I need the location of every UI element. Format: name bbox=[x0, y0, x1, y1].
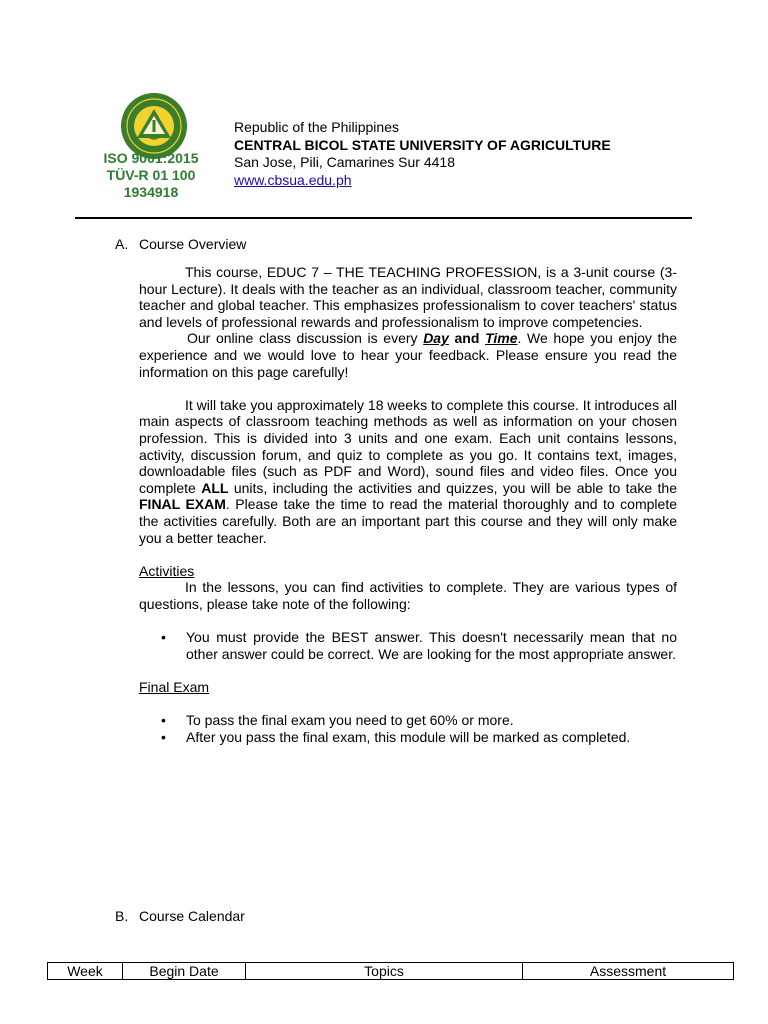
section-title: Course Calendar bbox=[139, 908, 245, 924]
day-placeholder: Day bbox=[423, 330, 449, 347]
column-header-week: Week bbox=[48, 963, 123, 980]
final-exam-list bbox=[139, 712, 677, 745]
header-divider bbox=[75, 217, 692, 219]
section-a-heading bbox=[115, 236, 247, 253]
list-item: • You must provide the BEST answer. This doesn't necessarily mean that no other answer could be correct. We are looking for the most appropriate answer. bbox=[139, 629, 677, 662]
time-placeholder: Time bbox=[485, 330, 518, 347]
university-name: CENTRAL BICOL STATE UNIVERSITY OF AGRICULTURE bbox=[234, 136, 611, 153]
duration-paragraph: It will take you approximately 18 weeks to complete this course. It introduces all main aspects of classroom teaching methods as well as information on your chosen profession. This is divided into 3 units and one exam. Each unit contains lessons, activity, discussion forum, and quiz to complete as you go. It contains text, images, downloadable files (such as PDF and Word), sound files and video files. Once you complete ALL units, including the activities and quizzes, you will be able to take the FINAL EXAM. Please take the time to read the material thoroughly and to complete the activities carefully. Both are an important part this course and they will only make you a better teacher. bbox=[139, 396, 677, 546]
republic-text: Republic of the Philippines bbox=[234, 119, 399, 135]
section-letter: A. bbox=[115, 236, 129, 252]
section-title: Course Overview bbox=[139, 236, 247, 252]
column-header-assessment: Assessment bbox=[523, 963, 734, 980]
section-b-heading bbox=[115, 908, 245, 925]
address-text: San Jose, Pili, Camarines Sur 4418 bbox=[234, 154, 455, 170]
letterhead-address bbox=[234, 119, 611, 189]
activities-list bbox=[139, 629, 677, 662]
iso-line: 1934918 bbox=[123, 184, 179, 200]
overview-paragraph: This course, EDUC 7 – THE TEACHING PROFESSION, is a 3-unit course (3-hour Lecture). It deals with the teacher as an individual, classroom teacher, community teacher and global teacher. This emphasizes professionalism to cover teachers' status and levels of professional rewards and professionalism to improve competencies. bbox=[139, 264, 677, 330]
activities-intro: In the lessons, you can find activities to complete. They are various types of questions, please take note of the following: bbox=[139, 579, 677, 612]
activities-heading: Activities bbox=[139, 562, 195, 579]
section-letter: B. bbox=[115, 908, 129, 924]
list-item: • To pass the final exam you need to get 60% or more. bbox=[139, 712, 677, 729]
column-header-topics: Topics bbox=[246, 963, 523, 980]
iso-certification bbox=[84, 150, 218, 201]
table-header-row bbox=[48, 963, 734, 980]
final-exam-heading: Final Exam bbox=[139, 678, 210, 695]
website-link[interactable]: www.cbsua.edu.ph bbox=[234, 171, 352, 188]
list-item: • After you pass the final exam, this module will be marked as completed. bbox=[139, 729, 677, 746]
schedule-paragraph: Our online class discussion is every Day and Time. We hope you enjoy the experience and we would love to hear your feedback. Please ensure you read the information on this page carefully! bbox=[139, 330, 678, 380]
iso-line: TÜV-R 01 100 bbox=[106, 167, 196, 183]
iso-line: ISO 9001:2015 bbox=[103, 150, 199, 166]
course-calendar-table bbox=[47, 962, 734, 980]
course-overview-body bbox=[139, 264, 677, 745]
column-header-begin-date: Begin Date bbox=[123, 963, 246, 980]
